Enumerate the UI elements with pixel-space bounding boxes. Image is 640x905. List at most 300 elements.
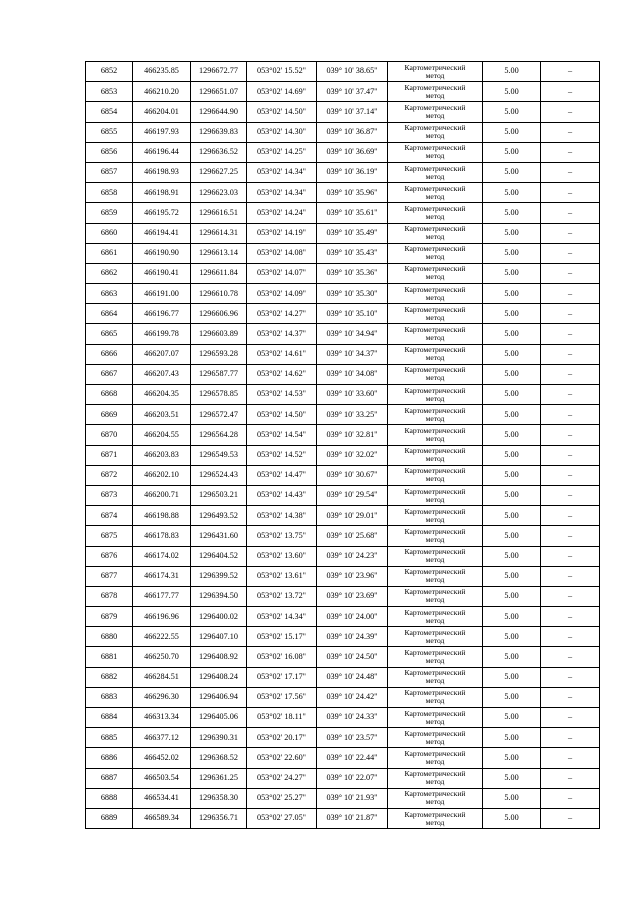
table-row <box>86 364 600 384</box>
y-coordinate-cell: 1296549.53 <box>191 445 247 465</box>
table-row <box>86 808 600 828</box>
note-cell: – <box>541 203 600 223</box>
method-cell <box>388 385 483 405</box>
note-cell: – <box>541 142 600 162</box>
longitude-cell: 039° 10' 32.02" <box>317 445 388 465</box>
y-coordinate-cell: 1296405.06 <box>191 708 247 728</box>
note-cell: – <box>541 647 600 667</box>
x-coordinate-cell: 466203.83 <box>133 445 191 465</box>
accuracy-cell: 5.00 <box>483 122 541 142</box>
point-number-cell: 6854 <box>86 102 133 122</box>
x-coordinate-cell: 466222.55 <box>133 627 191 647</box>
accuracy-cell: 5.00 <box>483 788 541 808</box>
longitude-cell: 039° 10' 23.69" <box>317 586 388 606</box>
table-row <box>86 284 600 304</box>
accuracy-cell: 5.00 <box>483 364 541 384</box>
y-coordinate-cell: 1296493.52 <box>191 506 247 526</box>
point-number-cell: 6881 <box>86 647 133 667</box>
method-cell <box>388 607 483 627</box>
x-coordinate-cell: 466190.41 <box>133 263 191 283</box>
longitude-cell: 039° 10' 32.81" <box>317 425 388 445</box>
method-line1: Картометрический <box>404 567 466 577</box>
accuracy-cell: 5.00 <box>483 284 541 304</box>
x-coordinate-cell: 466174.31 <box>133 566 191 586</box>
table-row <box>86 627 600 647</box>
method-cell <box>388 788 483 808</box>
latitude-cell: 053°02' 14.61" <box>247 344 317 364</box>
method-line2: метод <box>425 232 445 242</box>
point-number-cell: 6878 <box>86 586 133 606</box>
x-coordinate-cell: 466197.93 <box>133 122 191 142</box>
longitude-cell: 039° 10' 29.54" <box>317 485 388 505</box>
table-row <box>86 183 600 203</box>
y-coordinate-cell: 1296587.77 <box>191 364 247 384</box>
y-coordinate-cell: 1296358.30 <box>191 788 247 808</box>
note-cell: – <box>541 627 600 647</box>
accuracy-cell: 5.00 <box>483 425 541 445</box>
note-cell: – <box>541 364 600 384</box>
latitude-cell: 053°02' 14.69" <box>247 82 317 102</box>
method-line2: метод <box>425 777 445 787</box>
x-coordinate-cell: 466204.55 <box>133 425 191 445</box>
point-number-cell: 6872 <box>86 465 133 485</box>
table-row <box>86 485 600 505</box>
point-number-cell: 6863 <box>86 284 133 304</box>
longitude-cell: 039° 10' 24.00" <box>317 607 388 627</box>
method-line1: Картометрический <box>404 224 466 234</box>
table-row <box>86 586 600 606</box>
latitude-cell: 053°02' 13.72" <box>247 586 317 606</box>
accuracy-cell: 5.00 <box>483 243 541 263</box>
table-row <box>86 708 600 728</box>
y-coordinate-cell: 1296356.71 <box>191 808 247 828</box>
point-number-cell: 6858 <box>86 183 133 203</box>
method-line1: Картометрический <box>404 446 466 456</box>
x-coordinate-cell: 466198.93 <box>133 162 191 182</box>
method-line1: Картометрический <box>404 284 466 294</box>
method-line1: Картометрический <box>404 304 466 314</box>
accuracy-cell: 5.00 <box>483 586 541 606</box>
latitude-cell: 053°02' 17.56" <box>247 687 317 707</box>
method-line2: метод <box>425 151 445 161</box>
table-row <box>86 748 600 768</box>
x-coordinate-cell: 466452.02 <box>133 748 191 768</box>
latitude-cell: 053°02' 14.43" <box>247 485 317 505</box>
latitude-cell: 053°02' 14.34" <box>247 183 317 203</box>
latitude-cell: 053°02' 14.62" <box>247 364 317 384</box>
method-line2: метод <box>425 514 445 524</box>
method-cell <box>388 142 483 162</box>
x-coordinate-cell: 466377.12 <box>133 728 191 748</box>
longitude-cell: 039° 10' 36.19" <box>317 162 388 182</box>
point-number-cell: 6887 <box>86 768 133 788</box>
point-number-cell: 6852 <box>86 62 133 82</box>
table-row <box>86 263 600 283</box>
longitude-cell: 039° 10' 24.23" <box>317 546 388 566</box>
note-cell: – <box>541 526 600 546</box>
point-number-cell: 6885 <box>86 728 133 748</box>
y-coordinate-cell: 1296614.31 <box>191 223 247 243</box>
method-line1: Картометрический <box>404 627 466 637</box>
note-cell: – <box>541 405 600 425</box>
longitude-cell: 039° 10' 21.93" <box>317 788 388 808</box>
method-line2: метод <box>425 191 445 201</box>
longitude-cell: 039° 10' 35.96" <box>317 183 388 203</box>
longitude-cell: 039° 10' 34.37" <box>317 344 388 364</box>
accuracy-cell: 5.00 <box>483 627 541 647</box>
x-coordinate-cell: 466198.91 <box>133 183 191 203</box>
note-cell: – <box>541 788 600 808</box>
note-cell: – <box>541 445 600 465</box>
y-coordinate-cell: 1296394.50 <box>191 586 247 606</box>
method-line2: метод <box>425 211 445 221</box>
note-cell: – <box>541 506 600 526</box>
y-coordinate-cell: 1296400.02 <box>191 607 247 627</box>
point-number-cell: 6856 <box>86 142 133 162</box>
method-line1: Картометрический <box>404 506 466 516</box>
point-number-cell: 6879 <box>86 607 133 627</box>
table-row <box>86 304 600 324</box>
x-coordinate-cell: 466250.70 <box>133 647 191 667</box>
longitude-cell: 039° 10' 38.65" <box>317 62 388 82</box>
x-coordinate-cell: 466196.44 <box>133 142 191 162</box>
latitude-cell: 053°02' 14.50" <box>247 405 317 425</box>
method-line1: Картометрический <box>404 425 466 435</box>
method-cell <box>388 425 483 445</box>
note-cell: – <box>541 566 600 586</box>
latitude-cell: 053°02' 14.37" <box>247 324 317 344</box>
accuracy-cell: 5.00 <box>483 687 541 707</box>
latitude-cell: 053°02' 14.07" <box>247 263 317 283</box>
method-line1: Картометрический <box>404 82 466 92</box>
method-line1: Картометрический <box>404 203 466 213</box>
method-line2: метод <box>425 696 445 706</box>
method-line2: метод <box>425 433 445 443</box>
x-coordinate-cell: 466503.54 <box>133 768 191 788</box>
method-line2: метод <box>425 373 445 383</box>
method-line1: Картометрический <box>404 728 466 738</box>
x-coordinate-cell: 466196.77 <box>133 304 191 324</box>
latitude-cell: 053°02' 13.75" <box>247 526 317 546</box>
method-line1: Картометрический <box>404 587 466 597</box>
latitude-cell: 053°02' 16.08" <box>247 647 317 667</box>
method-line2: метод <box>425 110 445 120</box>
method-cell <box>388 243 483 263</box>
method-cell <box>388 62 483 82</box>
y-coordinate-cell: 1296578.85 <box>191 385 247 405</box>
table-row <box>86 546 600 566</box>
latitude-cell: 053°02' 15.17" <box>247 627 317 647</box>
method-cell <box>388 708 483 728</box>
x-coordinate-cell: 466534.41 <box>133 788 191 808</box>
accuracy-cell: 5.00 <box>483 485 541 505</box>
method-cell <box>388 324 483 344</box>
point-number-cell: 6859 <box>86 203 133 223</box>
accuracy-cell: 5.00 <box>483 808 541 828</box>
method-cell <box>388 627 483 647</box>
longitude-cell: 039° 10' 29.01" <box>317 506 388 526</box>
point-number-cell: 6880 <box>86 627 133 647</box>
method-line2: метод <box>425 393 445 403</box>
table-row <box>86 465 600 485</box>
y-coordinate-cell: 1296593.28 <box>191 344 247 364</box>
table-row <box>86 405 600 425</box>
latitude-cell: 053°02' 14.34" <box>247 607 317 627</box>
longitude-cell: 039° 10' 24.33" <box>317 708 388 728</box>
accuracy-cell: 5.00 <box>483 768 541 788</box>
method-cell <box>388 768 483 788</box>
point-number-cell: 6868 <box>86 385 133 405</box>
x-coordinate-cell: 466313.34 <box>133 708 191 728</box>
method-cell <box>388 566 483 586</box>
method-line1: Картометрический <box>404 123 466 133</box>
latitude-cell: 053°02' 13.60" <box>247 546 317 566</box>
y-coordinate-cell: 1296627.25 <box>191 162 247 182</box>
method-line2: метод <box>425 171 445 181</box>
table-row <box>86 607 600 627</box>
latitude-cell: 053°02' 18.11" <box>247 708 317 728</box>
latitude-cell: 053°02' 22.60" <box>247 748 317 768</box>
method-cell <box>388 687 483 707</box>
table-row <box>86 344 600 364</box>
point-number-cell: 6862 <box>86 263 133 283</box>
point-number-cell: 6884 <box>86 708 133 728</box>
latitude-cell: 053°02' 14.27" <box>247 304 317 324</box>
method-line2: метод <box>425 494 445 504</box>
longitude-cell: 039° 10' 35.49" <box>317 223 388 243</box>
method-line2: метод <box>425 575 445 585</box>
latitude-cell: 053°02' 14.50" <box>247 102 317 122</box>
method-line2: метод <box>425 333 445 343</box>
y-coordinate-cell: 1296572.47 <box>191 405 247 425</box>
method-line2: метод <box>425 797 445 807</box>
longitude-cell: 039° 10' 22.44" <box>317 748 388 768</box>
latitude-cell: 053°02' 13.61" <box>247 566 317 586</box>
method-cell <box>388 284 483 304</box>
table-row <box>86 687 600 707</box>
table-row <box>86 62 600 82</box>
longitude-cell: 039° 10' 22.07" <box>317 768 388 788</box>
accuracy-cell: 5.00 <box>483 445 541 465</box>
accuracy-cell: 5.00 <box>483 183 541 203</box>
method-line1: Картометрический <box>404 405 466 415</box>
note-cell: – <box>541 243 600 263</box>
latitude-cell: 053°02' 14.38" <box>247 506 317 526</box>
method-cell <box>388 586 483 606</box>
method-cell <box>388 223 483 243</box>
x-coordinate-cell: 466200.71 <box>133 485 191 505</box>
method-cell <box>388 748 483 768</box>
longitude-cell: 039° 10' 35.36" <box>317 263 388 283</box>
note-cell: – <box>541 607 600 627</box>
table-row <box>86 728 600 748</box>
longitude-cell: 039° 10' 24.48" <box>317 667 388 687</box>
point-number-cell: 6855 <box>86 122 133 142</box>
latitude-cell: 053°02' 14.30" <box>247 122 317 142</box>
point-number-cell: 6875 <box>86 526 133 546</box>
method-line1: Картометрический <box>404 708 466 718</box>
longitude-cell: 039° 10' 21.87" <box>317 808 388 828</box>
method-line2: метод <box>425 615 445 625</box>
method-line2: метод <box>425 817 445 827</box>
point-number-cell: 6888 <box>86 788 133 808</box>
latitude-cell: 053°02' 25.27" <box>247 788 317 808</box>
table-row <box>86 445 600 465</box>
accuracy-cell: 5.00 <box>483 667 541 687</box>
note-cell: – <box>541 768 600 788</box>
method-cell <box>388 667 483 687</box>
y-coordinate-cell: 1296644.90 <box>191 102 247 122</box>
table-row <box>86 526 600 546</box>
method-cell <box>388 162 483 182</box>
longitude-cell: 039° 10' 35.30" <box>317 284 388 304</box>
x-coordinate-cell: 466202.10 <box>133 465 191 485</box>
table-row <box>86 425 600 445</box>
note-cell: – <box>541 263 600 283</box>
method-line2: метод <box>425 252 445 262</box>
note-cell: – <box>541 344 600 364</box>
accuracy-cell: 5.00 <box>483 162 541 182</box>
note-cell: – <box>541 485 600 505</box>
accuracy-cell: 5.00 <box>483 526 541 546</box>
note-cell: – <box>541 687 600 707</box>
accuracy-cell: 5.00 <box>483 223 541 243</box>
method-cell <box>388 102 483 122</box>
method-line2: метод <box>425 413 445 423</box>
longitude-cell: 039° 10' 24.39" <box>317 627 388 647</box>
method-cell <box>388 647 483 667</box>
longitude-cell: 039° 10' 24.42" <box>317 687 388 707</box>
method-line1: Картометрический <box>404 102 466 112</box>
method-line1: Картометрический <box>404 143 466 153</box>
method-cell <box>388 546 483 566</box>
latitude-cell: 053°02' 14.34" <box>247 162 317 182</box>
note-cell: – <box>541 748 600 768</box>
method-line1: Картометрический <box>404 385 466 395</box>
latitude-cell: 053°02' 20.17" <box>247 728 317 748</box>
method-line2: метод <box>425 736 445 746</box>
accuracy-cell: 5.00 <box>483 102 541 122</box>
note-cell: – <box>541 122 600 142</box>
y-coordinate-cell: 1296651.07 <box>191 82 247 102</box>
x-coordinate-cell: 466207.07 <box>133 344 191 364</box>
x-coordinate-cell: 466207.43 <box>133 364 191 384</box>
method-cell <box>388 728 483 748</box>
note-cell: – <box>541 162 600 182</box>
note-cell: – <box>541 728 600 748</box>
table-row <box>86 102 600 122</box>
table-row <box>86 142 600 162</box>
note-cell: – <box>541 62 600 82</box>
point-number-cell: 6882 <box>86 667 133 687</box>
latitude-cell: 053°02' 14.08" <box>247 243 317 263</box>
y-coordinate-cell: 1296503.21 <box>191 485 247 505</box>
longitude-cell: 039° 10' 35.61" <box>317 203 388 223</box>
x-coordinate-cell: 466296.30 <box>133 687 191 707</box>
latitude-cell: 053°02' 14.19" <box>247 223 317 243</box>
method-line2: метод <box>425 131 445 141</box>
method-line2: метод <box>425 595 445 605</box>
accuracy-cell: 5.00 <box>483 62 541 82</box>
method-line1: Картометрический <box>404 789 466 799</box>
method-line2: метод <box>425 353 445 363</box>
x-coordinate-cell: 466191.00 <box>133 284 191 304</box>
table-row <box>86 667 600 687</box>
longitude-cell: 039° 10' 33.25" <box>317 405 388 425</box>
longitude-cell: 039° 10' 25.68" <box>317 526 388 546</box>
y-coordinate-cell: 1296603.89 <box>191 324 247 344</box>
table-row <box>86 788 600 808</box>
accuracy-cell: 5.00 <box>483 405 541 425</box>
point-number-cell: 6860 <box>86 223 133 243</box>
accuracy-cell: 5.00 <box>483 728 541 748</box>
x-coordinate-cell: 466204.35 <box>133 385 191 405</box>
longitude-cell: 039° 10' 35.10" <box>317 304 388 324</box>
y-coordinate-cell: 1296611.84 <box>191 263 247 283</box>
x-coordinate-cell: 466178.83 <box>133 526 191 546</box>
method-line2: метод <box>425 90 445 100</box>
x-coordinate-cell: 466196.96 <box>133 607 191 627</box>
point-number-cell: 6865 <box>86 324 133 344</box>
table-row <box>86 82 600 102</box>
table-row <box>86 647 600 667</box>
accuracy-cell: 5.00 <box>483 465 541 485</box>
method-cell <box>388 183 483 203</box>
accuracy-cell: 5.00 <box>483 546 541 566</box>
note-cell: – <box>541 708 600 728</box>
x-coordinate-cell: 466190.90 <box>133 243 191 263</box>
x-coordinate-cell: 466194.41 <box>133 223 191 243</box>
accuracy-cell: 5.00 <box>483 82 541 102</box>
longitude-cell: 039° 10' 23.57" <box>317 728 388 748</box>
method-cell <box>388 122 483 142</box>
method-line1: Картометрический <box>404 466 466 476</box>
accuracy-cell: 5.00 <box>483 385 541 405</box>
accuracy-cell: 5.00 <box>483 506 541 526</box>
x-coordinate-cell: 466204.01 <box>133 102 191 122</box>
point-number-cell: 6857 <box>86 162 133 182</box>
y-coordinate-cell: 1296606.96 <box>191 304 247 324</box>
note-cell: – <box>541 667 600 687</box>
table-row <box>86 566 600 586</box>
accuracy-cell: 5.00 <box>483 203 541 223</box>
latitude-cell: 053°02' 27.05" <box>247 808 317 828</box>
longitude-cell: 039° 10' 37.14" <box>317 102 388 122</box>
method-cell <box>388 445 483 465</box>
y-coordinate-cell: 1296613.14 <box>191 243 247 263</box>
accuracy-cell: 5.00 <box>483 324 541 344</box>
method-line1: Картометрический <box>404 607 466 617</box>
point-number-cell: 6877 <box>86 566 133 586</box>
x-coordinate-cell: 466203.51 <box>133 405 191 425</box>
y-coordinate-cell: 1296431.60 <box>191 526 247 546</box>
table-row <box>86 122 600 142</box>
coordinates-table <box>85 61 600 829</box>
y-coordinate-cell: 1296404.52 <box>191 546 247 566</box>
table-row <box>86 162 600 182</box>
y-coordinate-cell: 1296390.31 <box>191 728 247 748</box>
y-coordinate-cell: 1296408.92 <box>191 647 247 667</box>
method-line1: Картометрический <box>404 244 466 254</box>
note-cell: – <box>541 586 600 606</box>
x-coordinate-cell: 466210.20 <box>133 82 191 102</box>
accuracy-cell: 5.00 <box>483 708 541 728</box>
accuracy-cell: 5.00 <box>483 344 541 364</box>
method-line1: Картометрический <box>404 688 466 698</box>
method-line1: Картометрический <box>404 809 466 819</box>
method-line2: метод <box>425 292 445 302</box>
note-cell: – <box>541 82 600 102</box>
